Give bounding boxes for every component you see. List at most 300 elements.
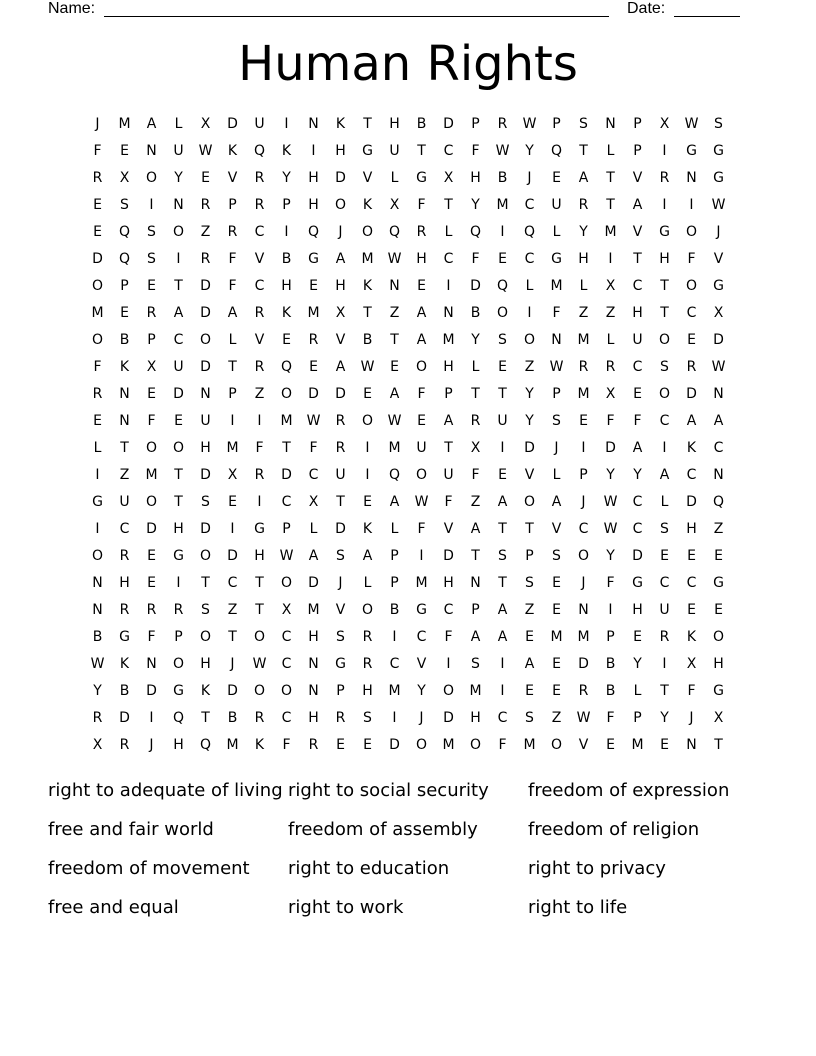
grid-letter: D bbox=[308, 575, 319, 591]
grid-letter: D bbox=[686, 494, 697, 510]
grid-letter: T bbox=[660, 683, 669, 699]
grid-letter: O bbox=[199, 629, 212, 645]
grid-letter: O bbox=[91, 332, 104, 348]
grid-letter: O bbox=[172, 656, 185, 672]
grid-letter: E bbox=[525, 629, 534, 645]
grid-letter: J bbox=[527, 170, 532, 186]
grid-letter: C bbox=[389, 656, 400, 672]
grid-letter: O bbox=[496, 305, 509, 321]
grid-letter: U bbox=[551, 197, 562, 213]
grid-letter: W bbox=[387, 413, 402, 429]
grid-letter: G bbox=[416, 170, 427, 186]
grid-letter: M bbox=[577, 332, 590, 348]
grid-letter: C bbox=[524, 251, 535, 267]
grid-letter: P bbox=[390, 575, 399, 591]
grid-letter: G bbox=[632, 575, 643, 591]
grid-letter: E bbox=[633, 386, 642, 402]
grid-letter: D bbox=[632, 548, 643, 564]
grid-letter: L bbox=[390, 521, 399, 537]
word-list-item: freedom of religion bbox=[528, 819, 700, 840]
grid-letter: E bbox=[417, 278, 426, 294]
grid-letter: S bbox=[498, 332, 507, 348]
grid-letter: Z bbox=[389, 305, 400, 321]
grid-letter: F bbox=[498, 737, 507, 753]
grid-letter: Z bbox=[227, 602, 238, 618]
grid-letter: V bbox=[713, 251, 724, 267]
grid-letter: H bbox=[686, 521, 697, 537]
grid-letter: E bbox=[498, 467, 507, 483]
grid-letter: M bbox=[388, 440, 401, 456]
grid-letter: J bbox=[554, 440, 559, 456]
grid-letter: A bbox=[362, 548, 373, 564]
grid-letter: I bbox=[284, 116, 289, 132]
grid-letter: B bbox=[92, 629, 103, 645]
grid-letter: R bbox=[119, 737, 130, 753]
word-list-item: right to life bbox=[528, 897, 628, 918]
grid-letter: G bbox=[686, 143, 697, 159]
grid-letter: H bbox=[200, 440, 211, 456]
grid-letter: N bbox=[470, 575, 481, 591]
grid-row bbox=[84, 462, 732, 489]
grid-letter: E bbox=[363, 737, 372, 753]
grid-letter: H bbox=[470, 170, 481, 186]
grid-letter: N bbox=[92, 602, 103, 618]
grid-letter: R bbox=[200, 251, 211, 267]
grid-letter: X bbox=[605, 386, 616, 402]
grid-letter: C bbox=[119, 521, 130, 537]
grid-letter: N bbox=[551, 332, 562, 348]
grid-letter: K bbox=[686, 440, 697, 456]
grid-letter: O bbox=[361, 602, 374, 618]
grid-letter: C bbox=[524, 197, 535, 213]
grid-letter: X bbox=[335, 305, 346, 321]
grid-row bbox=[84, 597, 732, 624]
grid-letter: X bbox=[308, 494, 319, 510]
grid-letter: I bbox=[608, 602, 613, 618]
word-list-item: right to adequate of living bbox=[48, 780, 283, 801]
grid-letter: C bbox=[443, 143, 454, 159]
grid-letter: B bbox=[470, 305, 481, 321]
grid-letter: X bbox=[470, 440, 481, 456]
grid-letter: T bbox=[363, 116, 372, 132]
grid-letter: G bbox=[173, 683, 184, 699]
grid-letter: J bbox=[149, 737, 154, 753]
grid-letter: M bbox=[226, 440, 239, 456]
grid-row bbox=[84, 219, 732, 246]
grid-letter: E bbox=[93, 224, 102, 240]
grid-letter: E bbox=[552, 656, 561, 672]
grid-row bbox=[84, 489, 732, 516]
grid-letter: R bbox=[497, 116, 508, 132]
grid-letter: I bbox=[149, 710, 154, 726]
grid-letter: S bbox=[336, 629, 345, 645]
grid-letter: E bbox=[309, 359, 318, 375]
grid-letter: U bbox=[335, 467, 346, 483]
grid-letter: D bbox=[335, 386, 346, 402]
grid-letter: I bbox=[527, 305, 532, 321]
grid-letter: E bbox=[93, 413, 102, 429]
grid-letter: G bbox=[551, 251, 562, 267]
grid-letter: O bbox=[253, 629, 266, 645]
grid-letter: Z bbox=[119, 467, 130, 483]
grid-letter: Q bbox=[253, 143, 266, 159]
grid-letter: D bbox=[200, 521, 211, 537]
grid-letter: B bbox=[497, 170, 508, 186]
grid-letter: Q bbox=[118, 224, 131, 240]
grid-letter: F bbox=[471, 251, 480, 267]
grid-letter: R bbox=[227, 224, 238, 240]
grid-letter: T bbox=[498, 386, 507, 402]
grid-letter: F bbox=[633, 413, 642, 429]
grid-letter: R bbox=[578, 683, 589, 699]
grid-letter: B bbox=[119, 332, 130, 348]
grid-letter: I bbox=[446, 278, 451, 294]
grid-letter: C bbox=[497, 710, 508, 726]
grid-letter: G bbox=[173, 548, 184, 564]
grid-letter: F bbox=[93, 143, 102, 159]
grid-letter: J bbox=[419, 710, 424, 726]
grid-letter: A bbox=[524, 656, 535, 672]
grid-letter: W bbox=[90, 656, 105, 672]
grid-letter: B bbox=[227, 710, 238, 726]
grid-letter: L bbox=[93, 440, 102, 456]
grid-letter: T bbox=[660, 278, 669, 294]
date-label: Date: bbox=[627, 0, 666, 17]
grid-letter: H bbox=[308, 629, 319, 645]
grid-letter: J bbox=[689, 710, 694, 726]
grid-letter: E bbox=[498, 359, 507, 375]
grid-letter: A bbox=[470, 629, 481, 645]
grid-letter: O bbox=[469, 737, 482, 753]
grid-letter: M bbox=[145, 467, 158, 483]
grid-letter: M bbox=[226, 737, 239, 753]
grid-letter: P bbox=[471, 602, 480, 618]
grid-row bbox=[84, 516, 732, 543]
grid-letter: H bbox=[308, 197, 319, 213]
grid-letter: O bbox=[199, 332, 212, 348]
grid-letter: D bbox=[524, 440, 535, 456]
grid-row bbox=[84, 327, 732, 354]
grid-letter: T bbox=[498, 575, 507, 591]
grid-letter: X bbox=[713, 710, 724, 726]
grid-letter: D bbox=[227, 116, 238, 132]
grid-letter: T bbox=[201, 710, 210, 726]
grid-letter: E bbox=[120, 143, 129, 159]
grid-letter: E bbox=[201, 170, 210, 186]
grid-letter: U bbox=[659, 602, 670, 618]
grid-letter: M bbox=[577, 386, 590, 402]
grid-letter: M bbox=[631, 737, 644, 753]
grid-letter: T bbox=[255, 602, 264, 618]
grid-letter: Z bbox=[470, 494, 481, 510]
grid-letter: R bbox=[254, 197, 265, 213]
grid-letter: Q bbox=[712, 494, 725, 510]
grid-letter: N bbox=[443, 305, 454, 321]
grid-letter: I bbox=[311, 143, 316, 159]
grid-letter: F bbox=[552, 305, 561, 321]
grid-letter: C bbox=[416, 629, 427, 645]
grid-letter: N bbox=[686, 737, 697, 753]
grid-letter: Q bbox=[199, 737, 212, 753]
grid-letter: I bbox=[500, 656, 505, 672]
grid-letter: S bbox=[363, 710, 372, 726]
word-list-item: right to social security bbox=[288, 780, 489, 801]
grid-letter: R bbox=[146, 305, 157, 321]
grid-letter: D bbox=[227, 548, 238, 564]
grid-letter: M bbox=[442, 737, 455, 753]
grid-letter: S bbox=[525, 710, 534, 726]
grid-letter: P bbox=[120, 278, 129, 294]
grid-letter: G bbox=[416, 602, 427, 618]
grid-letter: C bbox=[632, 278, 643, 294]
grid-letter: W bbox=[522, 116, 537, 132]
grid-letter: T bbox=[444, 197, 453, 213]
grid-letter: I bbox=[230, 413, 235, 429]
word-list-item: free and fair world bbox=[48, 819, 214, 840]
grid-letter: F bbox=[471, 467, 480, 483]
grid-letter: O bbox=[172, 224, 185, 240]
grid-letter: O bbox=[91, 548, 104, 564]
grid-letter: E bbox=[147, 386, 156, 402]
grid-letter: W bbox=[684, 116, 699, 132]
grid-letter: R bbox=[254, 467, 265, 483]
grid-letter: A bbox=[416, 332, 427, 348]
grid-letter: K bbox=[362, 278, 373, 294]
grid-letter: A bbox=[497, 602, 508, 618]
grid-letter: E bbox=[147, 575, 156, 591]
grid-row bbox=[84, 381, 732, 408]
grid-letter: K bbox=[227, 143, 238, 159]
grid-letter: F bbox=[687, 683, 696, 699]
grid-letter: F bbox=[417, 197, 426, 213]
grid-letter: O bbox=[145, 494, 158, 510]
grid-letter: I bbox=[257, 413, 262, 429]
grid-letter: M bbox=[307, 602, 320, 618]
grid-letter: M bbox=[523, 737, 536, 753]
grid-letter: R bbox=[119, 602, 130, 618]
grid-row bbox=[84, 408, 732, 435]
grid-letter: F bbox=[228, 251, 237, 267]
grid-letter: T bbox=[525, 521, 534, 537]
grid-letter: H bbox=[443, 359, 454, 375]
grid-letter: H bbox=[632, 305, 643, 321]
grid-letter: B bbox=[362, 332, 373, 348]
grid-letter: L bbox=[390, 170, 399, 186]
grid-letter: S bbox=[471, 656, 480, 672]
grid-letter: W bbox=[279, 548, 294, 564]
grid-letter: T bbox=[174, 494, 183, 510]
grid-letter: G bbox=[362, 143, 373, 159]
grid-letter: Y bbox=[606, 467, 615, 483]
grid-letter: O bbox=[280, 386, 293, 402]
grid-letter: N bbox=[308, 683, 319, 699]
name-field-line bbox=[104, 0, 609, 17]
grid-letter: R bbox=[659, 629, 670, 645]
grid-letter: F bbox=[255, 440, 264, 456]
grid-letter: B bbox=[281, 251, 292, 267]
grid-letter: L bbox=[174, 116, 183, 132]
grid-letter: D bbox=[443, 116, 454, 132]
grid-letter: R bbox=[200, 197, 211, 213]
grid-letter: T bbox=[174, 467, 183, 483]
grid-letter: W bbox=[198, 143, 213, 159]
grid-letter: J bbox=[338, 224, 343, 240]
grid-letter: C bbox=[281, 494, 292, 510]
grid-letter: X bbox=[659, 116, 670, 132]
grid-letter: Y bbox=[660, 710, 669, 726]
grid-letter: I bbox=[176, 251, 181, 267]
grid-letter: C bbox=[713, 440, 724, 456]
grid-letter: Q bbox=[388, 467, 401, 483]
grid-letter: A bbox=[632, 440, 643, 456]
grid-letter: C bbox=[281, 629, 292, 645]
grid-letter: X bbox=[605, 278, 616, 294]
grid-letter: X bbox=[227, 467, 238, 483]
grid-letter: E bbox=[147, 548, 156, 564]
grid-letter: X bbox=[146, 359, 157, 375]
grid-letter: D bbox=[389, 737, 400, 753]
grid-letter: E bbox=[714, 602, 723, 618]
grid-letter: Q bbox=[523, 224, 536, 240]
grid-letter: T bbox=[606, 170, 615, 186]
grid-letter: I bbox=[95, 521, 100, 537]
page-title: Human Rights bbox=[238, 36, 578, 92]
grid-letter: E bbox=[660, 548, 669, 564]
grid-letter: O bbox=[415, 737, 428, 753]
grid-letter: W bbox=[711, 359, 726, 375]
grid-letter: Y bbox=[174, 170, 183, 186]
grid-letter: X bbox=[200, 116, 211, 132]
grid-letter: F bbox=[228, 278, 237, 294]
grid-letter: E bbox=[552, 575, 561, 591]
grid-letter: C bbox=[659, 575, 670, 591]
grid-letter: Z bbox=[254, 386, 265, 402]
grid-letter: C bbox=[578, 521, 589, 537]
grid-letter: S bbox=[660, 359, 669, 375]
grid-letter: C bbox=[659, 413, 670, 429]
grid-letter: D bbox=[578, 656, 589, 672]
grid-letter: C bbox=[686, 575, 697, 591]
grid-letter: H bbox=[200, 656, 211, 672]
grid-letter: H bbox=[632, 602, 643, 618]
grid-letter: T bbox=[120, 440, 129, 456]
grid-letter: M bbox=[550, 278, 563, 294]
grid-letter: V bbox=[524, 467, 535, 483]
grid-letter: E bbox=[147, 278, 156, 294]
grid-letter: L bbox=[228, 332, 237, 348]
grid-letter: A bbox=[335, 359, 346, 375]
grid-letter: T bbox=[471, 386, 480, 402]
grid-letter: A bbox=[578, 170, 589, 186]
grid-letter: A bbox=[713, 413, 724, 429]
grid-row bbox=[84, 435, 732, 462]
grid-row bbox=[84, 543, 732, 570]
grid-letter: M bbox=[91, 305, 104, 321]
grid-letter: I bbox=[608, 251, 613, 267]
word-list-item: free and equal bbox=[48, 897, 179, 918]
grid-letter: D bbox=[200, 278, 211, 294]
grid-row bbox=[84, 165, 732, 192]
grid-letter: X bbox=[119, 170, 130, 186]
grid-letter: N bbox=[713, 386, 724, 402]
grid-letter: M bbox=[307, 305, 320, 321]
grid-letter: R bbox=[335, 710, 346, 726]
grid-letter: S bbox=[552, 548, 561, 564]
grid-row bbox=[84, 138, 732, 165]
grid-letter: I bbox=[500, 224, 505, 240]
grid-letter: J bbox=[95, 116, 100, 132]
grid-letter: R bbox=[146, 602, 157, 618]
grid-letter: T bbox=[201, 575, 210, 591]
grid-letter: N bbox=[173, 197, 184, 213]
grid-letter: P bbox=[228, 386, 237, 402]
grid-letter: T bbox=[174, 278, 183, 294]
grid-letter: E bbox=[93, 197, 102, 213]
grid-letter: O bbox=[253, 683, 266, 699]
grid-letter: Y bbox=[525, 386, 534, 402]
grid-letter: T bbox=[255, 575, 264, 591]
grid-letter: R bbox=[362, 656, 373, 672]
grid-letter: P bbox=[282, 197, 291, 213]
grid-row bbox=[84, 732, 732, 759]
grid-letter: H bbox=[308, 710, 319, 726]
grid-letter: W bbox=[306, 413, 321, 429]
grid-letter: B bbox=[416, 116, 427, 132]
grid-letter: C bbox=[443, 602, 454, 618]
grid-letter: P bbox=[174, 629, 183, 645]
grid-letter: X bbox=[389, 197, 400, 213]
grid-letter: D bbox=[146, 521, 157, 537]
grid-letter: N bbox=[605, 116, 616, 132]
grid-letter: J bbox=[338, 575, 343, 591]
grid-letter: O bbox=[145, 170, 158, 186]
grid-letter: O bbox=[658, 386, 671, 402]
grid-letter: M bbox=[361, 251, 374, 267]
grid-letter: A bbox=[146, 116, 157, 132]
grid-letter: I bbox=[230, 521, 235, 537]
grid-letter: J bbox=[581, 575, 586, 591]
grid-letter: N bbox=[308, 656, 319, 672]
grid-letter: R bbox=[470, 413, 481, 429]
grid-row bbox=[84, 354, 732, 381]
grid-letter: D bbox=[200, 305, 211, 321]
grid-letter: G bbox=[254, 521, 265, 537]
grid-letter: R bbox=[254, 359, 265, 375]
grid-letter: L bbox=[606, 332, 615, 348]
grid-letter: Q bbox=[388, 224, 401, 240]
grid-letter: Y bbox=[417, 683, 426, 699]
grid-letter: N bbox=[686, 170, 697, 186]
grid-letter: G bbox=[713, 683, 724, 699]
grid-letter: N bbox=[200, 386, 211, 402]
grid-letter: E bbox=[687, 548, 696, 564]
grid-letter: R bbox=[173, 602, 184, 618]
grid-letter: O bbox=[685, 278, 698, 294]
grid-row bbox=[84, 624, 732, 651]
grid-letter: V bbox=[578, 737, 589, 753]
grid-letter: M bbox=[442, 332, 455, 348]
grid-letter: B bbox=[119, 683, 130, 699]
grid-letter: E bbox=[525, 683, 534, 699]
grid-letter: C bbox=[632, 494, 643, 510]
grid-letter: M bbox=[604, 224, 617, 240]
grid-letter: Y bbox=[471, 197, 480, 213]
grid-letter: O bbox=[334, 197, 347, 213]
grid-letter: W bbox=[495, 143, 510, 159]
grid-letter: R bbox=[254, 710, 265, 726]
grid-letter: E bbox=[498, 251, 507, 267]
grid-letter: C bbox=[227, 575, 238, 591]
